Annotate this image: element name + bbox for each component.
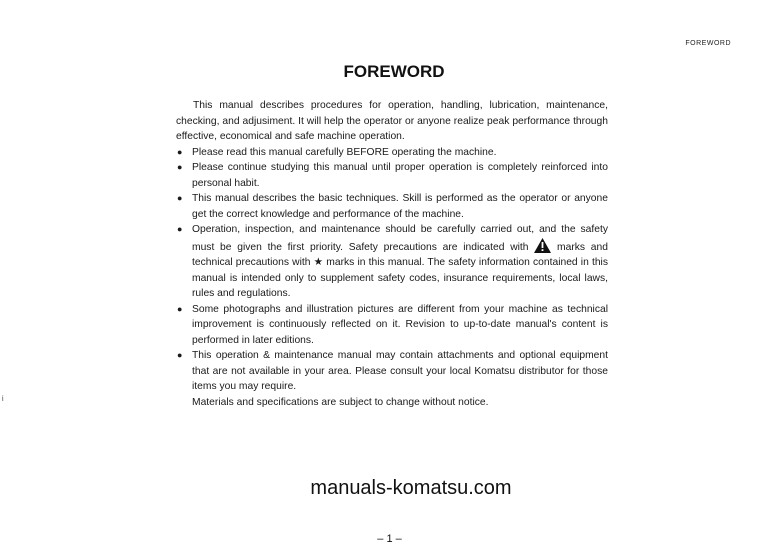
bullet-icon: ● (177, 193, 183, 203)
bullet-icon: ● (177, 224, 183, 234)
bullet-icon: ● (177, 146, 183, 157)
list-item: ● Please continue studying this manual until proper operation is completely reinforced into personal habit. (177, 162, 608, 189)
bullet-icon: ● (177, 350, 183, 360)
list-item: ● This operation & maintenance manual may contain attachments and optional equipment that are not available in your area. Please consult your local Komatsu distributor for those items you may require. (177, 350, 608, 392)
watermark-url: manuals-komatsu.com (310, 477, 512, 499)
list-item: ● Some photographs and illustration pictures are different from your machine as technical improvement is continuously reflected on it. Revision to up-to-date manual's content is performed in later editions. (177, 303, 608, 346)
page-number: – 1 – (377, 533, 402, 545)
scan-artifact: ἱ (2, 396, 4, 403)
list-item: ● Operation, inspection, and maintenance should be carefully carried out, and the safety must be given the first priority. Safety precautions are indicated with marks and technical precautions with ★ marks in this manual. The safety information contained in this manual is intended only to supplement safety codes, insurance requirements, local laws, rules and regulations. (177, 224, 608, 299)
bullet-icon: ● (177, 162, 183, 172)
running-header: FOREWORD (685, 40, 731, 47)
intro-paragraph: This manual describes procedures for operation, handling, lubrication, maintenance, checking, and adjusiment. It will help the operator or anyone realize peak performance through effective, economical and safe machine operation. (176, 100, 608, 142)
list-item: ● Please read this manual carefully BEFORE operating the machine. (176, 145, 608, 161)
warning-triangle-icon (534, 238, 551, 253)
list-item: ● This manual describes the basic techniques. Skill is performed as the operator or anyone get the correct knowledge and performance of the machine. (177, 193, 608, 220)
foreword-body (176, 98, 608, 410)
page-title: FOREWORD (343, 62, 445, 81)
bullet-icon: ● (177, 303, 183, 314)
closing-note: Materials and specifications are subject to change without notice. (192, 396, 489, 408)
bullet-list (176, 145, 608, 395)
